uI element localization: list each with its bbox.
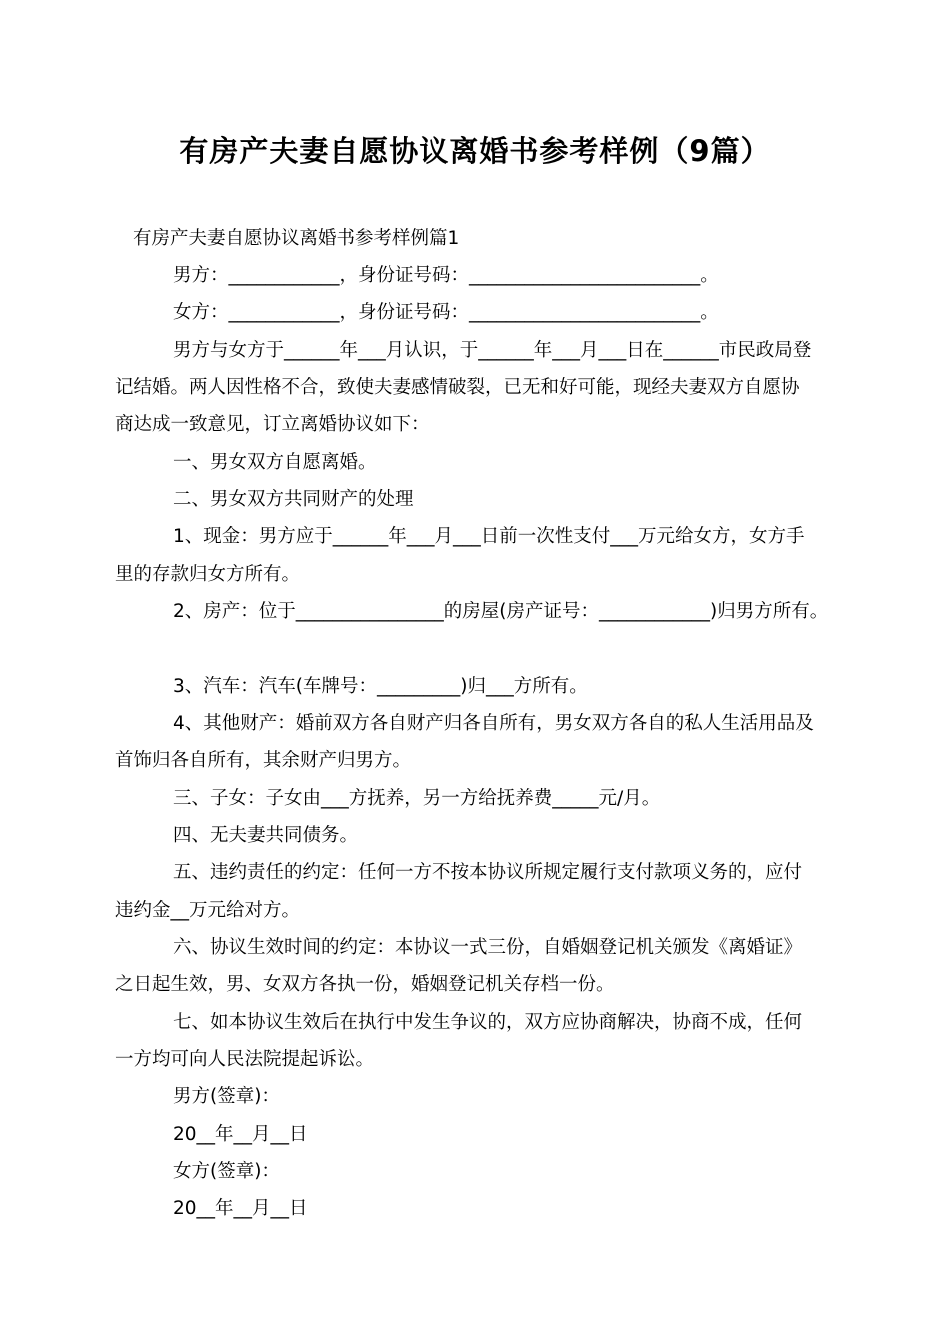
body-line: 2、房产：位于________________的房屋(房产证号：____________)归男方所有。 bbox=[173, 601, 829, 622]
body-line: 女方：____________，身份证号码：_________________________。 bbox=[173, 302, 719, 323]
body-line: 一方均可向人民法院提起诉讼。 bbox=[115, 1049, 375, 1070]
signature-date-female: 20__年__月__日 bbox=[173, 1198, 308, 1219]
body-line: 五、违约责任的约定：任何一方不按本协议所规定履行支付款项义务的，应付 bbox=[173, 862, 803, 883]
body-line: 二、男女双方共同财产的处理 bbox=[173, 489, 414, 510]
body-line: 男方：____________，身份证号码：_________________________。 bbox=[173, 265, 719, 286]
body-line: 一、男女双方自愿离婚。 bbox=[173, 452, 377, 473]
body-line: 商达成一致意见，订立离婚协议如下： bbox=[115, 414, 430, 435]
section-heading: 有房产夫妻自愿协议离婚书参考样例篇1 bbox=[133, 228, 460, 249]
body-line: 男方与女方于______年___月认识，于______年___月___日在______市民政局登 bbox=[173, 340, 812, 361]
document-title: 有房产夫妻自愿协议离婚书参考样例（9篇） bbox=[179, 134, 771, 168]
body-line: 里的存款归女方所有。 bbox=[115, 564, 301, 585]
body-line: 记结婚。两人因性格不合，致使夫妻感情破裂，已无和好可能，现经夫妻双方自愿协 bbox=[115, 377, 800, 398]
signature-date-male: 20__年__月__日 bbox=[173, 1124, 308, 1145]
body-line: 三、子女：子女由___方抚养，另一方给抚养费_____元/月。 bbox=[173, 788, 661, 809]
body-line: 之日起生效，男、女双方各执一份，婚姻登记机关存档一份。 bbox=[115, 974, 615, 995]
signature-label-male: 男方(签章)： bbox=[173, 1086, 280, 1107]
body-line: 4、其他财产：婚前双方各自财产归各自所有，男女双方各自的私人生活用品及 bbox=[173, 713, 814, 734]
body-line: 违约金__万元给对方。 bbox=[115, 900, 301, 921]
body-line: 七、如本协议生效后在执行中发生争议的，双方应协商解决，协商不成，任何 bbox=[173, 1012, 803, 1033]
body-line: 3、汽车：汽车(车牌号：_________)归___方所有。 bbox=[173, 676, 588, 697]
body-line: 1、现金：男方应于______年___月___日前一次性支付___万元给女方，女方手 bbox=[173, 526, 805, 547]
body-line: 四、无夫妻共同债务。 bbox=[173, 825, 359, 846]
body-line: 首饰归各自所有，其余财产归男方。 bbox=[115, 750, 412, 771]
signature-label-female: 女方(签章)： bbox=[173, 1161, 280, 1182]
body-line: 六、协议生效时间的约定：本协议一式三份，自婚姻登记机关颁发《离婚证》 bbox=[173, 937, 803, 958]
